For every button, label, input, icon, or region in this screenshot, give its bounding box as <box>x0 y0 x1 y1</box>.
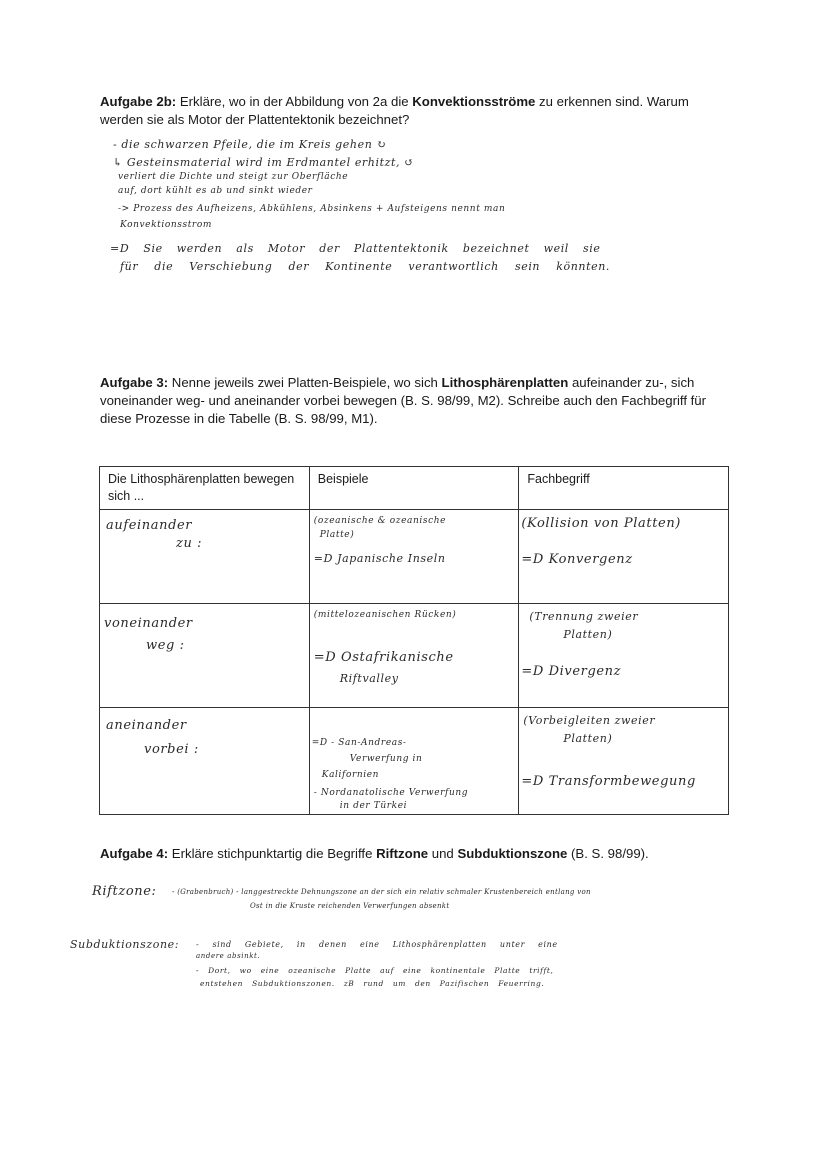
table-cell <box>100 708 310 815</box>
handwritten-cell-text: (ozeanische & ozeanische <box>313 516 447 526</box>
handwritten-line: auf, dort kühlt es ab und sinkt wieder <box>118 186 313 196</box>
task-2b-label: Aufgabe 2b: <box>100 94 177 109</box>
handwritten-cell-text: (Kollision von Platten) <box>521 516 681 531</box>
table-row <box>100 510 729 604</box>
table-header: Beispiele <box>309 467 519 510</box>
handwritten-cell-text: - Nordanatolische Verwerfung <box>313 788 469 798</box>
handwritten-cell-text: Verwerfung in <box>349 754 423 764</box>
table-row <box>100 604 729 708</box>
table-cell <box>100 510 310 604</box>
plate-table <box>99 466 729 815</box>
handwritten-line: entstehen Subduktionszonen. zB rund um den Pazifischen Feuerring. <box>200 979 545 988</box>
table-cell <box>309 708 519 815</box>
handwritten-line: für die Verschiebung der Kontinente verantwortlich sein könnten. <box>120 260 610 273</box>
handwritten-line: verliert die Dichte und steigt zur Oberfläche <box>118 172 349 182</box>
table-cell <box>100 604 310 708</box>
handwritten-cell-text: aufeinander <box>106 518 193 533</box>
handwritten-cell-text: (Trennung zweier <box>529 610 639 623</box>
handwritten-line: Ost in die Kruste reichenden Verwerfungen absenkt <box>250 902 450 910</box>
handwritten-term: Subduktionszone: <box>70 938 180 951</box>
handwritten-line: - (Grabenbruch) - langgestreckte Dehnungszone an der sich ein relativ schmaler Krustenbereich entlang von <box>172 888 591 896</box>
handwritten-cell-text: =D - San-Andreas- <box>311 738 407 748</box>
handwritten-cell-text: voneinander <box>104 616 193 631</box>
table-header: Die Lithosphärenplatten bewegen sich ... <box>100 467 310 510</box>
handwritten-line: - Dort, wo eine ozeanische Platte auf eine kontinentale Platte trifft, <box>196 966 554 975</box>
handwritten-line: - die schwarzen Pfeile, die im Kreis gehen ↻ <box>113 138 387 151</box>
table-cell <box>519 708 729 815</box>
handwritten-line: Konvektionsstrom <box>120 220 212 230</box>
handwritten-line: andere absinkt. <box>196 952 261 960</box>
handwritten-line: ↳ Gesteinsmaterial wird im Erdmantel erhitzt, ↺ <box>113 156 415 169</box>
handwritten-cell-text: (Vorbeigleiten zweier <box>523 714 656 727</box>
task-4-label: Aufgabe 4: <box>100 846 169 861</box>
table-row <box>100 708 729 815</box>
table-cell <box>309 604 519 708</box>
table-cell <box>519 604 729 708</box>
handwritten-cell-text: zu : <box>176 536 203 551</box>
handwritten-cell-text: Kalifornien <box>321 770 380 780</box>
table-cell <box>309 510 519 604</box>
task-4-prompt: Aufgabe 4: Erkläre stichpunktartig die Begriffe Riftzone und Subduktionszone (B. S. 98/99). <box>100 846 649 861</box>
handwritten-cell-text: Riftvalley <box>339 672 399 685</box>
handwritten-cell-text: Platten) <box>563 628 613 641</box>
table-header-row <box>100 467 729 510</box>
handwritten-line: =D Sie werden als Motor der Plattentektonik bezeichnet weil sie <box>110 242 601 255</box>
handwritten-cell-text: Platten) <box>563 732 613 745</box>
handwritten-cell-text: vorbei : <box>144 742 199 757</box>
task-2b-prompt: Aufgabe 2b: Erkläre, wo in der Abbildung von 2a die Konvektionsströme zu erkennen sind. Warum werden sie als Motor der Plattentektonik bezeichnet? <box>100 94 689 127</box>
task-3-prompt: Aufgabe 3: Nenne jeweils zwei Platten-Beispiele, wo sich Lithosphärenplatten aufeinander zu-, sich voneinander weg- und aneinander vorbei bewegen (B. S. 98/99, M2). Schreibe auch den Fachbegriff für diese Prozesse in die Tabelle (B. S. 98/99, M1). <box>100 375 707 426</box>
task-3-label: Aufgabe 3: <box>100 375 169 390</box>
handwritten-term: Riftzone: <box>92 884 157 899</box>
handwritten-cell-text: =D Transformbewegung <box>521 774 696 789</box>
handwritten-cell-text: =D Konvergenz <box>521 552 633 567</box>
handwritten-cell-text: (mittelozeanischen Rücken) <box>313 610 457 620</box>
handwritten-cell-text: Platte) <box>319 530 355 540</box>
handwritten-cell-text: =D Divergenz <box>521 664 622 679</box>
table-header: Fachbegriff <box>519 467 729 510</box>
table-cell <box>519 510 729 604</box>
handwritten-cell-text: in der Türkei <box>339 801 408 811</box>
handwritten-cell-text: =D Ostafrikanische <box>313 650 454 665</box>
handwritten-line: - sind Gebiete, in denen eine Lithosphärenplatten unter eine <box>196 940 558 949</box>
handwritten-cell-text: aneinander <box>106 718 187 733</box>
handwritten-line: -> Prozess des Aufheizens, Abkühlens, Absinkens + Aufsteigens nennt man <box>118 204 506 214</box>
handwritten-cell-text: weg : <box>146 638 185 653</box>
handwritten-cell-text: =D Japanische Inseln <box>313 552 446 565</box>
